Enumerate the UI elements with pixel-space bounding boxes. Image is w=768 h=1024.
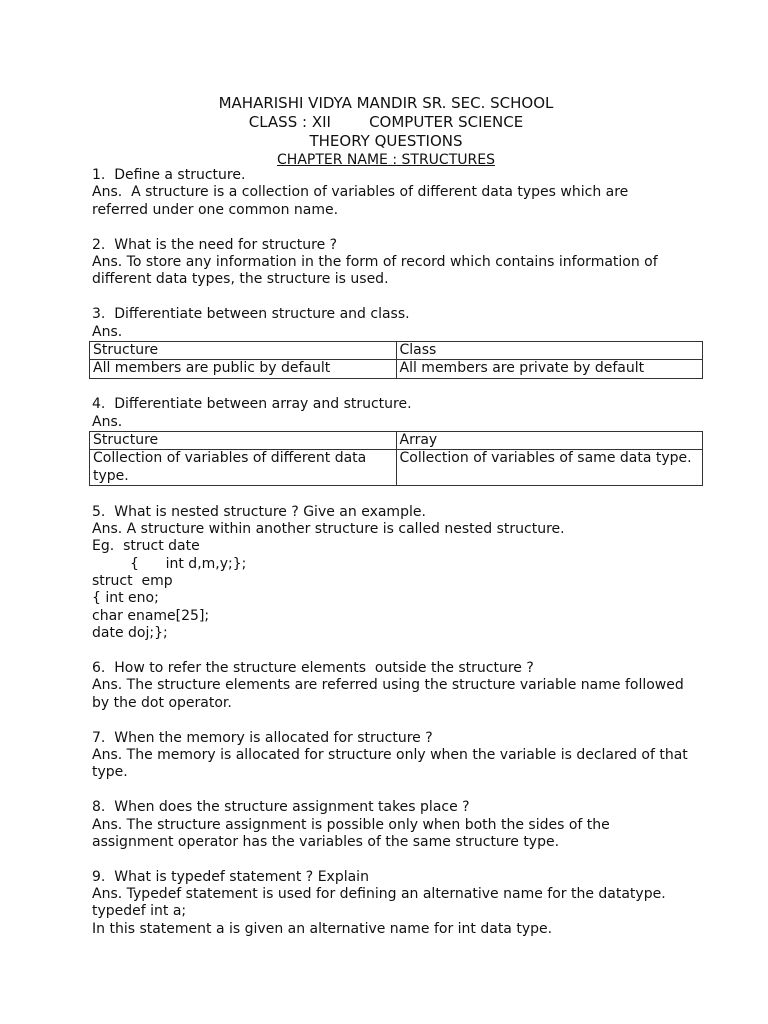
answer-1-line-2: referred under one common name. [92,201,339,218]
code-line: char ename[25]; [92,607,210,624]
answer-3-label: Ans. [92,323,123,340]
answer-4-label: Ans. [92,413,123,430]
table-cell: Structure [90,341,397,359]
answer-9-line-3: In this statement a is given an alternative name for int data type. [92,920,553,937]
code-line: { int eno; [92,590,159,607]
answer-7-line-2: type. [92,764,128,781]
answer-1-line-1: Ans. A structure is a collection of variables of different data types which are [92,184,629,201]
table-cell: Collection of variables of different data type. [90,450,397,486]
table-cell: Array [396,431,703,449]
question-7: 7. When the memory is allocated for structure ? [92,729,433,746]
table-row [90,450,703,486]
document-body [92,167,712,938]
question-9: 9. What is typedef statement ? Explain [92,868,369,885]
answer-2-line-1: Ans. To store any information in the form of record which contains information of [92,253,658,270]
class-subject-line: CLASS : XII COMPUTER SCIENCE [248,113,524,131]
code-line: Eg. struct date [92,538,200,555]
table-header-row [90,341,703,359]
answer-9-line-1: Ans. Typedef statement is used for defining an alternative name for the datatype. [92,886,666,903]
document-header [0,94,768,170]
question-8: 8. When does the structure assignment takes place ? [92,799,470,816]
code-line: struct emp [92,573,173,590]
table-row [90,360,703,378]
table-cell: Structure [90,431,397,449]
answer-7-line-1: Ans. The memory is allocated for structure only when the variable is declared of that [92,746,688,763]
question-1: 1. Define a structure. [92,167,246,183]
table-cell: Collection of variables of same data type. [396,450,703,486]
question-4: 4. Differentiate between array and structure. [92,396,412,413]
table-cell: All members are private by default [396,360,703,378]
answer-5: Ans. A structure within another structure is called nested structure. [92,520,565,537]
document-subtitle: THEORY QUESTIONS [309,132,463,150]
structure-class-table [89,341,703,379]
table-cell: All members are public by default [90,360,397,378]
code-line: date doj;}; [92,625,168,642]
answer-8-line-2: assignment operator has the variables of the same structure type. [92,833,560,850]
chapter-title: CHAPTER NAME : STRUCTURES [277,152,495,168]
table-cell: Class [396,341,703,359]
question-6: 6. How to refer the structure elements outside the structure ? [92,660,534,677]
answer-9-line-2: typedef int a; [92,903,187,920]
question-3: 3. Differentiate between structure and class. [92,306,410,323]
code-line: { int d,m,y;}; [130,555,247,572]
answer-6-line-2: by the dot operator. [92,694,232,711]
answer-6-line-1: Ans. The structure elements are referred using the structure variable name followed [92,677,684,694]
table-header-row [90,431,703,449]
question-5: 5. What is nested structure ? Give an example. [92,503,426,520]
answer-8-line-1: Ans. The structure assignment is possible only when both the sides of the [92,816,610,833]
array-structure-table [89,431,703,486]
question-2: 2. What is the need for structure ? [92,236,338,253]
answer-2-line-2: different data types, the structure is used. [92,271,389,288]
school-name: MAHARISHI VIDYA MANDIR SR. SEC. SCHOOL [218,94,554,112]
